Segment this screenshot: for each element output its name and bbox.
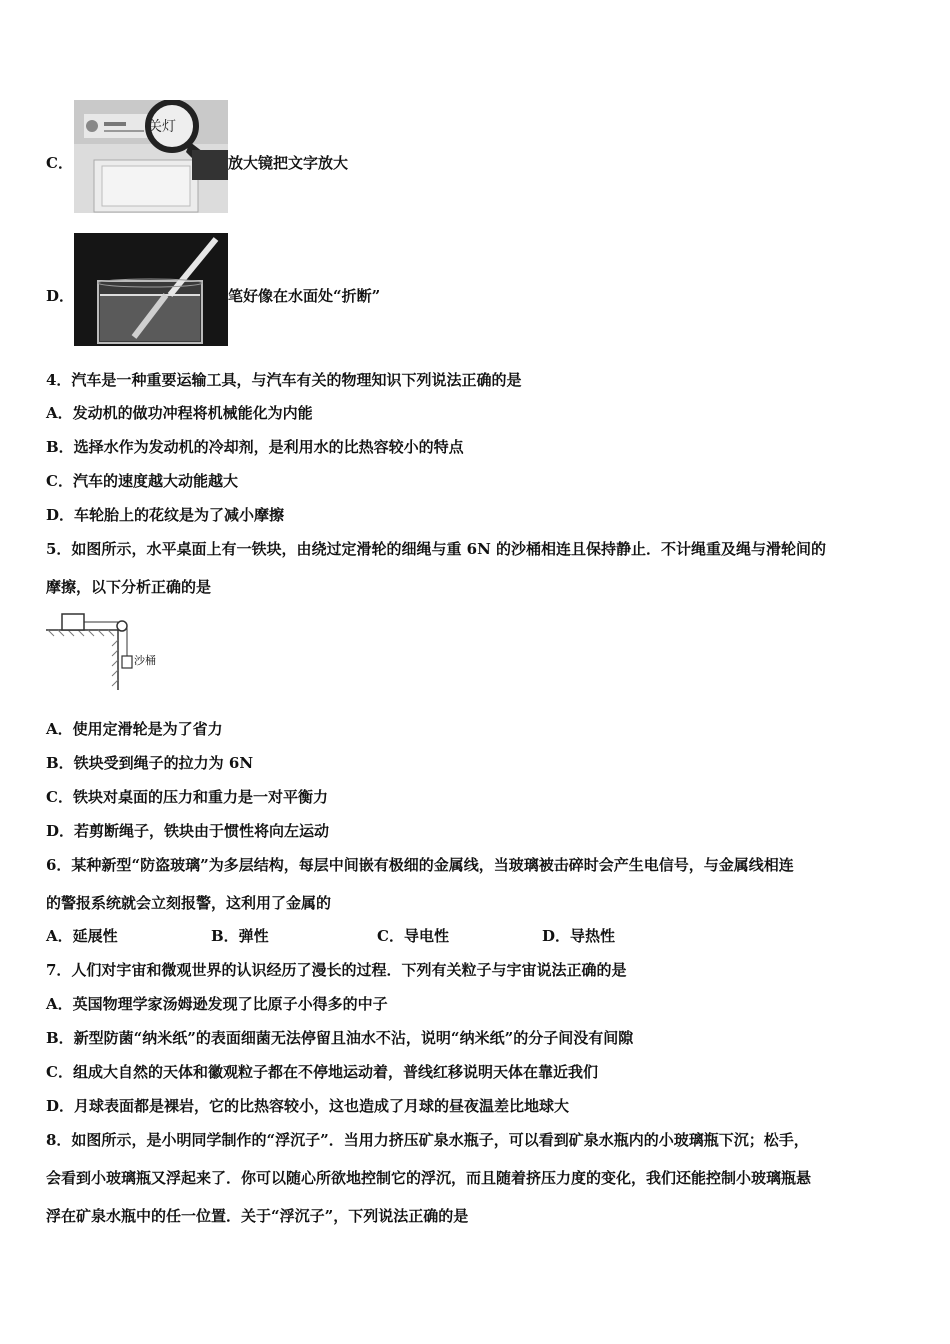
q7-option-b: B．新型防菌“纳米纸”的表面细菌无法停留且油水不沾，说明“纳米纸”的分子间没有间隙 xyxy=(46,1029,634,1047)
q4-option-d: D．车轮胎上的花纹是为了减小摩擦 xyxy=(46,506,285,524)
q8-stem-line1: 8．如图所示，是小明同学制作的“浮沉子”．当用力挤压矿泉水瓶子，可以看到矿泉水瓶内的小玻璃瓶下沉；松手， xyxy=(46,1131,809,1149)
option-c-label: C． xyxy=(46,154,73,172)
q6-option-c: C．导电性 xyxy=(377,927,449,945)
q7-option-d: D．月球表面都是裸岩，它的比热容较小，这也造成了月球的昼夜温差比地球大 xyxy=(46,1097,570,1115)
q8-stem-line3: 浮在矿泉水瓶中的任一位置．关于“浮沉子”，下列说法正确的是 xyxy=(46,1207,469,1225)
sand-bucket-label: 沙桶 xyxy=(134,654,156,667)
magnifier-photo xyxy=(74,100,228,213)
q6-stem-line2: 的警报系统就会立刻报警，这利用了金属的 xyxy=(46,894,332,912)
q6-option-b: B．弹性 xyxy=(211,927,269,945)
option-d-label: D． xyxy=(46,287,75,305)
q5-option-a: A．使用定滑轮是为了省力 xyxy=(46,720,223,738)
q5-option-d: D．若剪断绳子，铁块由于惯性将向左运动 xyxy=(46,822,330,840)
q5-stem-line2: 摩擦，以下分析正确的是 xyxy=(46,578,212,596)
q7-option-a: A．英国物理学家汤姆逊发现了比原子小得多的中子 xyxy=(46,995,388,1013)
q4-stem: 4．汽车是一种重要运输工具，与汽车有关的物理知识下列说法正确的是 xyxy=(46,371,522,389)
q4-option-c: C．汽车的速度越大动能越大 xyxy=(46,472,238,490)
photo-sign-text: 关灯 xyxy=(148,119,176,135)
q8-stem-line2: 会看到小玻璃瓶又浮起来了．你可以随心所欲地控制它的浮沉，而且随着挤压力度的变化，我们还能控制小玻璃瓶悬 xyxy=(46,1169,812,1187)
q6-option-a: A．延展性 xyxy=(46,927,118,945)
q7-stem: 7．人们对宇宙和微观世界的认识经历了漫长的过程．下列有关粒子与宇宙说法正确的是 xyxy=(46,961,627,979)
q6-options-row xyxy=(46,926,615,946)
option-c-caption: 放大镜把文字放大 xyxy=(228,154,349,172)
option-d-caption: 笔好像在水面处“折断” xyxy=(228,287,381,305)
pulley-figure xyxy=(46,610,176,694)
q4-option-a: A．发动机的做功冲程将机械能化为内能 xyxy=(46,404,313,422)
q6-option-d: D．导热性 xyxy=(542,927,616,945)
q7-option-c: C．组成大自然的天体和徽观粒子都在不停地运动着，普线红移说明天体在靠近我们 xyxy=(46,1063,598,1081)
pulley-diagram xyxy=(46,610,176,694)
q5-option-b: B．铁块受到绳子的拉力为 6N xyxy=(46,754,254,772)
q5-option-c: C．铁块对桌面的压力和重力是一对平衡力 xyxy=(46,788,328,806)
q6-stem-line1: 6．某种新型“防盗玻璃”为多层结构，每层中间嵌有极细的金属线，当玻璃被击碎时会产生电信号，与金属线相连 xyxy=(46,856,794,874)
q4-option-b: B．选择水作为发动机的冷却剂，是利用水的比热容较小的特点 xyxy=(46,438,464,456)
beaker-pencil-illustration xyxy=(74,233,228,346)
beaker-photo xyxy=(74,233,228,346)
q5-stem-line1: 5．如图所示，水平桌面上有一铁块，由绕过定滑轮的细绳与重 6N 的沙桶相连且保持静止．不计绳重及绳与滑轮间的 xyxy=(46,540,827,558)
